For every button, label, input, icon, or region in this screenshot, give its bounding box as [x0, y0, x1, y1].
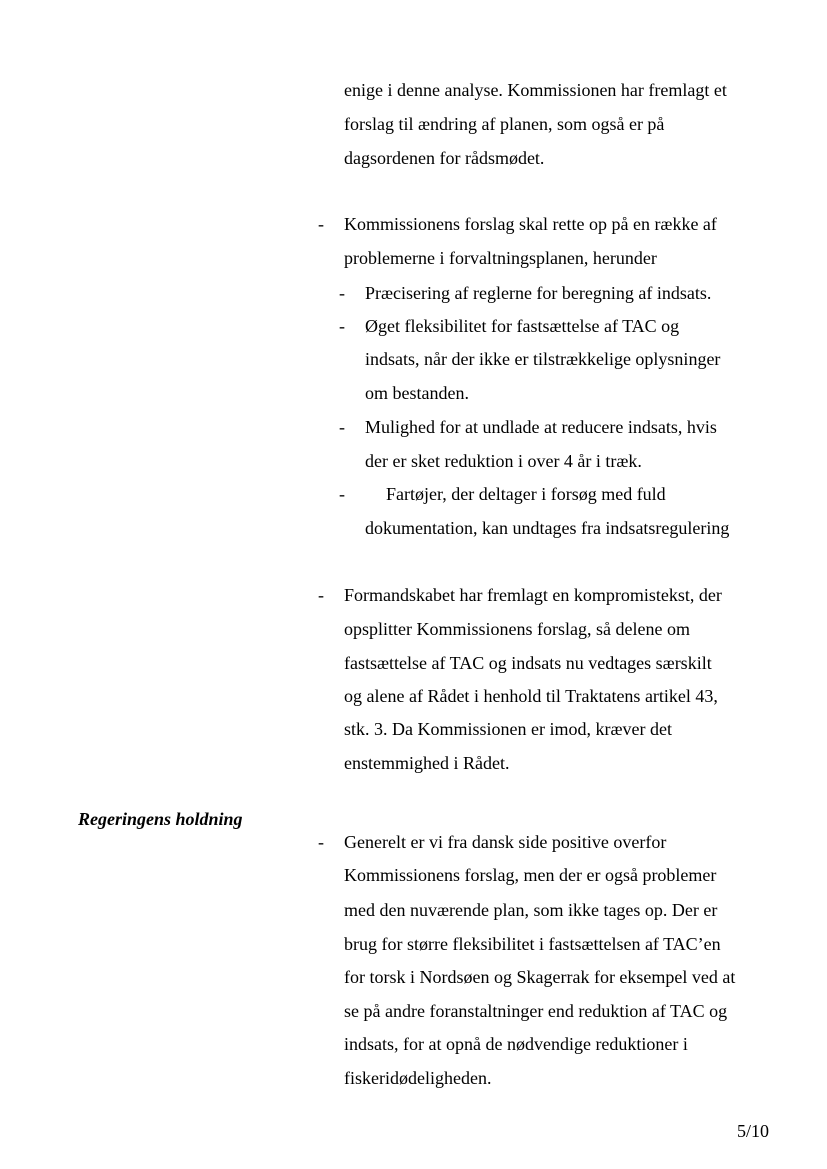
intro-line: forslag til ændring af planen, som også er på	[344, 114, 665, 134]
sub-bullet-line: om bestanden.	[365, 383, 469, 403]
bullet-line: Generelt er vi fra dansk side positive overfor	[344, 832, 667, 852]
sub-bullet-line: Øget fleksibilitet for fastsættelse af TAC og	[365, 316, 680, 336]
bullet-line: enstemmighed i Rådet.	[344, 753, 510, 773]
page-number: 5/10	[737, 1121, 770, 1141]
sub-bullet-dash: -	[339, 283, 345, 303]
bullet-line: med den nuværende plan, som ikke tages op. Der er	[344, 900, 718, 920]
sub-bullet-line: dokumentation, kan undtages fra indsatsregulering	[365, 518, 730, 538]
bullet-dash: -	[318, 832, 324, 852]
bullet-line: Formandskabet har fremlagt en kompromistekst, der	[344, 585, 722, 605]
bullet-line: opsplitter Kommissionens forslag, så delene om	[344, 619, 690, 639]
bullet-dash: -	[318, 214, 324, 234]
bullet-line: Kommissionens forslag, men der er også problemer	[344, 865, 717, 885]
section-heading: Regeringens holdning	[78, 809, 243, 829]
bullet-line: for torsk i Nordsøen og Skagerrak for eksempel ved at	[344, 967, 736, 987]
sub-bullet-dash: -	[339, 484, 345, 504]
sub-bullet-line: Fartøjer, der deltager i forsøg med fuld	[386, 484, 666, 504]
sub-bullet-line: Præcisering af reglerne for beregning af indsats.	[365, 283, 712, 303]
bullet-line: fiskeridødeligheden.	[344, 1068, 492, 1088]
bullet-line: se på andre foranstaltninger end reduktion af TAC og	[344, 1001, 728, 1021]
sub-bullet-line: Mulighed for at undlade at reducere indsats, hvis	[365, 417, 717, 437]
intro-line: enige i denne analyse. Kommissionen har fremlagt et	[344, 80, 727, 100]
bullet-dash: -	[318, 585, 324, 605]
bullet-line: problemerne i forvaltningsplanen, herunder	[344, 248, 657, 268]
sub-bullet-dash: -	[339, 417, 345, 437]
sub-bullet-line: der er sket reduktion i over 4 år i træk.	[365, 451, 642, 471]
bullet-line: stk. 3. Da Kommissionen er imod, kræver det	[344, 719, 672, 739]
bullet-line: brug for større fleksibilitet i fastsættelsen af TAC’en	[344, 934, 721, 954]
intro-line: dagsordenen for rådsmødet.	[344, 148, 545, 168]
sub-bullet-dash: -	[339, 316, 345, 336]
bullet-line: fastsættelse af TAC og indsats nu vedtages særskilt	[344, 653, 712, 673]
bullet-line: og alene af Rådet i henhold til Traktatens artikel 43,	[344, 686, 718, 706]
bullet-line: indsats, for at opnå de nødvendige reduktioner i	[344, 1034, 688, 1054]
sub-bullet-line: indsats, når der ikke er tilstrækkelige oplysninger	[365, 349, 721, 369]
bullet-line: Kommissionens forslag skal rette op på en række af	[344, 214, 717, 234]
